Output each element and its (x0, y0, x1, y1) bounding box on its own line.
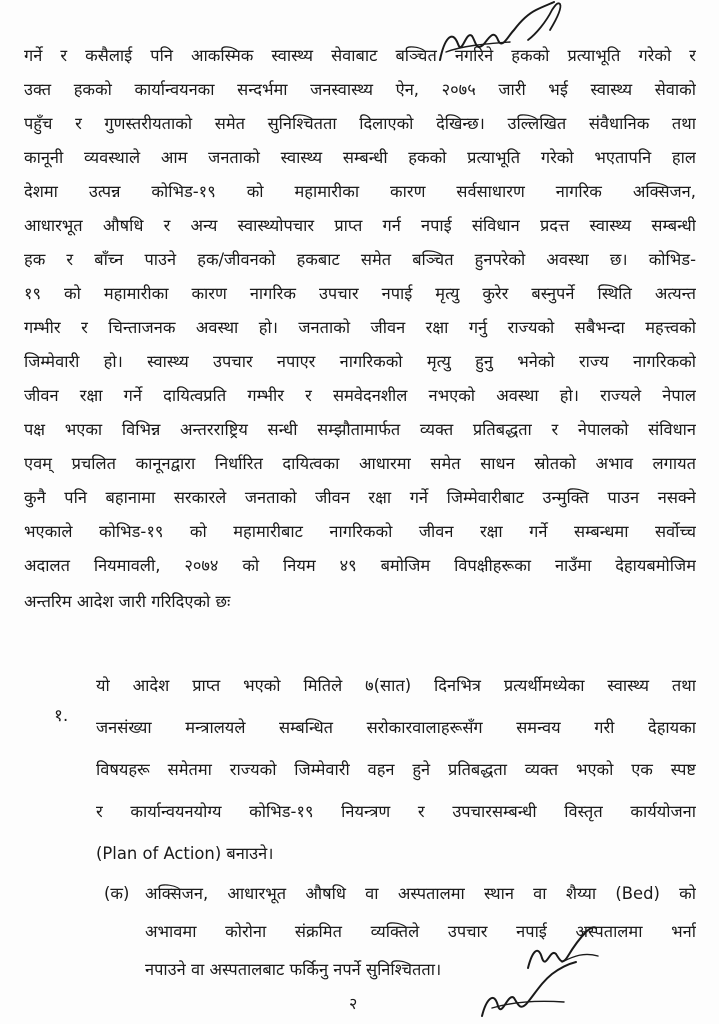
body-line: गम्भीर र चिन्ताजनक अवस्था हो। जनताको जीवन रक्षा गर्नु राज्यको सबैभन्दा महत्त्वको (24, 318, 696, 337)
item-line: र कार्यान्वयनयोग्य कोभिड-१९ नियन्त्रण र उपचारसम्बन्धी विस्तृत कार्ययोजना (96, 802, 696, 821)
body-line: एवम् प्रचलित कानूनद्वारा निर्धारित दायित्वका आधारमा समेत साधन स्रोतको अभाव लगायत (24, 454, 696, 473)
body-line: आधारभूत औषधि र अन्य स्वास्थ्योपचार प्राप्त गर्न नपाई संविधान प्रदत्त स्वास्थ्य सम्बन्धी (24, 216, 696, 235)
body-line: अदालत नियमावली, २०७४ को नियम ४९ बमोजिम विपक्षीहरूका नाउँमा देहायबमोजिम (24, 556, 696, 575)
body-line: पहुँच र गुणस्तरीयताको समेत सुनिश्चितता दिलाएको देखिन्छ। उल्लिखित संवैधानिक तथा (24, 114, 696, 133)
body-line: गर्ने र कसैलाई पनि आकस्मिक स्वास्थ्य सेवाबाट बञ्चित नगरिने हकको प्रत्याभूति गरेको र (24, 46, 696, 65)
item-line: यो आदेश प्राप्त भएको मितिले ७(सात) दिनभित्र प्रत्यर्थीमध्येका स्वास्थ्य तथा (96, 676, 696, 695)
item-line: विषयहरू समेतमा राज्यको जिम्मेवारी वहन हुने प्रतिबद्धता व्यक्त भएको एक स्पष्ट (96, 760, 696, 779)
body-line: देशमा उत्पन्न कोभिड-१९ को महामारीका कारण सर्वसाधारण नागरिक अक्सिजन, (24, 182, 696, 201)
body-line: कानूनी व्यवस्थाले आम जनताको स्वास्थ्य सम्बन्धी हकको प्रत्याभूति गरेको भएतापनि हाल (24, 148, 696, 167)
body-line: उक्त हकको कार्यान्वयनका सन्दर्भमा जनस्वास्थ्य ऐन, २०७५ जारी भई स्वास्थ्य सेवाको (24, 80, 696, 99)
body-line: कुनै पनि बहानामा सरकारले जनताको जीवन रक्षा गर्ने जिम्मेवारीबाट उन्मुक्ति पाउन नसक्ने (24, 488, 696, 507)
body-line: पक्ष भएका विभिन्न अन्तरराष्ट्रिय सन्धी सम्झौतामार्फत व्यक्त प्रतिबद्धता र नेपालको संविधान (24, 420, 696, 439)
body-line: भएकाले कोभिड-१९ को महामारीबाट नागरिकको जीवन रक्षा गर्ने सम्बन्धमा सर्वोच्च (24, 522, 696, 541)
body-line: १९ को महामारीका कारण नागरिक उपचार नपाई मृत्यु कुरेर बस्नुपर्ने स्थिति अत्यन्त (24, 284, 696, 303)
item-number: १. (54, 706, 69, 726)
sub-item-line: अभावमा कोरोना संक्रमित व्यक्तिले उपचार नपाई अस्पतालमा भर्ना (145, 922, 696, 941)
body-line: हक र बाँच्न पाउने हक/जीवनको हकबाट समेत बञ्चित हुनपरेको अवस्था छ। कोभिड- (24, 250, 696, 269)
item-line: जनसंख्या मन्त्रालयले सम्बन्धित सरोकारवालाहरूसँग समन्वय गरी देहायका (96, 718, 696, 737)
body-line: अन्तरिम आदेश जारी गरिदिएको छः (24, 592, 231, 611)
sub-item-marker: (क) (104, 884, 130, 903)
body-line: जीवन रक्षा गर्ने दायित्वप्रति गम्भीर र समवेदनशील नभएको अवस्था हो। राज्यले नेपाल (24, 386, 696, 405)
item-line: (Plan of Action) बनाउने। (96, 844, 274, 863)
page-number: २ (349, 994, 358, 1013)
body-line: जिम्मेवारी हो। स्वास्थ्य उपचार नपाएर नागरिकको मृत्यु हुनु भनेको राज्य नागरिकको (24, 352, 696, 371)
sub-item-line: अक्सिजन, आधारभूत औषधि वा अस्पतालमा स्थान वा शैय्या (Bed) को (145, 884, 696, 903)
sub-item-line: नपाउने वा अस्पतालबाट फर्किनु नपर्ने सुनिश्चितता। (145, 960, 442, 979)
